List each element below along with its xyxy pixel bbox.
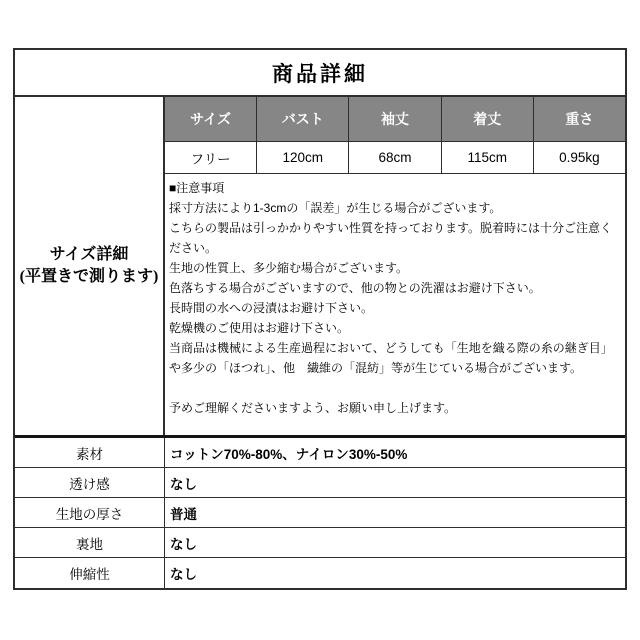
size-table-value-row (165, 142, 625, 174)
size-detail-side-cell (15, 97, 165, 435)
spec-label-sheerness: 透け感 (15, 468, 165, 497)
size-section (15, 97, 625, 435)
note-line: こちらの製品は引っかかりやすい性質を持っております。脱着時には十分ご注意ください。 (169, 221, 613, 255)
table-row (15, 498, 625, 528)
spec-label-fabric-thickness: 生地の厚さ (15, 498, 165, 527)
spec-value-stretch: なし (170, 567, 197, 582)
spec-label-material: 素材 (15, 438, 165, 467)
table-row (15, 558, 625, 588)
size-value-bust: 120cm (257, 142, 349, 173)
table-row (15, 528, 625, 558)
size-value-size: フリー (165, 142, 257, 173)
size-header-bust: バスト (257, 97, 349, 141)
size-header-size: サイズ (165, 97, 257, 141)
note-line: 当商品は機械による生産過程において、どうしても「生地を織る際の糸の継ぎ目」や多少の「ほつれ」、他 繊維の「混紡」等が生じている場合がございます。 (169, 341, 613, 375)
spec-value-fabric-thickness: 普通 (170, 506, 197, 522)
note-line: 色落ちする場合がございますので、他の物との洗濯はお避け下さい。 (169, 281, 541, 295)
product-detail-table (13, 48, 627, 590)
note-line: 生地の性質上、多少縮む場合がございます。 (169, 261, 409, 275)
spec-value-sheerness: なし (170, 476, 197, 492)
size-header-sleeve: 袖丈 (349, 97, 441, 141)
spec-value-lining: なし (170, 536, 197, 552)
size-detail-sublabel: (平置きで測ります) (19, 268, 159, 285)
table-row (15, 468, 625, 498)
note-line: 予めご理解くださいますよう、お願い申し上げます。 (169, 401, 457, 415)
page-title: 商品詳細 (272, 61, 368, 86)
spec-value-material: コットン70%-80%、ナイロン30%-50% (170, 446, 408, 462)
size-value-weight: 0.95kg (559, 150, 600, 165)
table-title-row (15, 50, 625, 97)
size-header-weight: 重さ (565, 113, 594, 128)
note-line: 採寸方法により1-3cmの「誤差」が生じる場合がございます。 (169, 201, 502, 215)
size-value-length: 115cm (442, 142, 534, 173)
table-row (15, 438, 625, 468)
spec-table (15, 435, 625, 588)
size-value-sleeve: 68cm (349, 142, 441, 173)
size-header-length: 着丈 (442, 97, 534, 141)
spec-label-lining: 裏地 (15, 528, 165, 557)
size-table-and-notes (165, 97, 625, 435)
note-line: 長時間の水への浸漬はお避け下さい。 (169, 301, 374, 315)
note-line: ■注意事項 (169, 181, 225, 195)
size-table-header-row (165, 97, 625, 142)
caution-notes (165, 174, 625, 435)
spec-label-stretch: 伸縮性 (15, 558, 165, 588)
note-line: 乾燥機のご使用はお避け下さい。 (169, 321, 350, 335)
size-detail-label: サイズ詳細 (49, 246, 129, 263)
